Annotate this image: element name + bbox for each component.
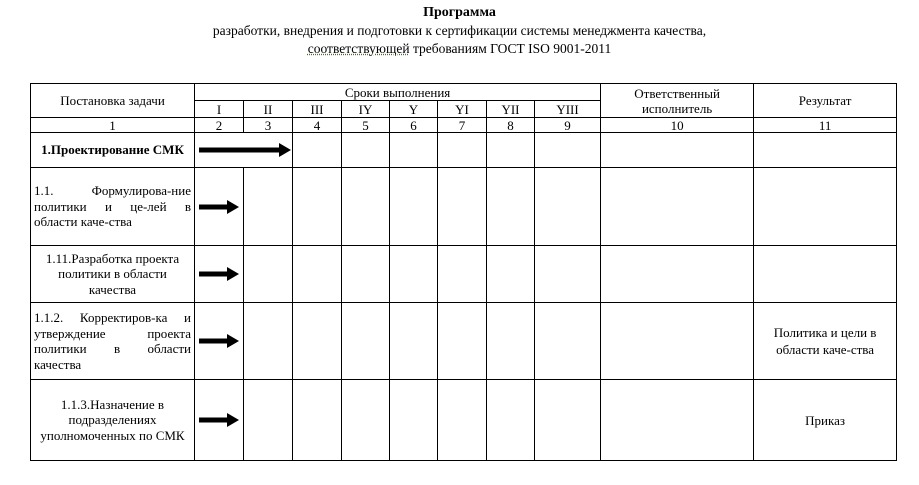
header-period: I [195,101,244,118]
table-row [31,133,897,168]
subtitle-underlined-word: соответствующей [307,41,410,56]
table-row [31,303,897,380]
task-cell: 1.1. Формулирова-ние политики и це-лей в области каче-ства [31,168,195,246]
timeline-cell [195,303,244,380]
column-number: 11 [754,118,897,133]
responsible-cell [601,303,754,380]
document-title: Программа [423,5,496,20]
result-cell [754,168,897,246]
task-cell: 1.1.3.Назначение в подразделениях уполномоченных по СМК [31,380,195,461]
header-period: IY [342,101,390,118]
column-number: 1 [31,118,195,133]
task-cell: 1.Проектирование СМК [31,133,195,168]
column-number: 5 [342,118,390,133]
result-cell [754,133,897,168]
header-period: III [293,101,342,118]
timeline-cell [195,380,244,461]
responsible-cell [601,380,754,461]
responsible-cell [601,246,754,303]
header-period: II [244,101,293,118]
header-responsible: Ответственный исполнитель [601,84,754,118]
right-arrow-icon [199,143,291,157]
table-row [31,168,897,246]
document-subtitle [0,22,919,58]
column-number: 9 [535,118,601,133]
task-cell: 1.1.2. Корректиров-ка и утверждение проекта политики в области качества [31,303,195,380]
header-result: Результат [754,84,897,118]
column-number: 10 [601,118,754,133]
table-row [31,380,897,461]
header-period: YII [487,101,535,118]
subtitle-line-1: разработки, внедрения и подготовки к сертификации системы менеджмента качества, [212,23,707,38]
column-number: 7 [438,118,487,133]
responsible-cell [601,168,754,246]
right-arrow-icon [199,267,239,281]
header-period-group: Сроки выполнения [195,84,601,101]
header-period: YI [438,101,487,118]
subtitle-line-2: требованиям ГОСТ ISO 9001-2011 [409,41,612,56]
right-arrow-icon [199,200,239,214]
header-period: Y [390,101,438,118]
program-table [30,83,897,461]
result-cell [754,246,897,303]
timeline-cell [195,246,244,303]
timeline-cell [195,168,244,246]
column-number: 4 [293,118,342,133]
table-row [31,246,897,303]
result-cell: Политика и цели в области каче-ства [754,303,897,380]
column-number: 6 [390,118,438,133]
column-number: 8 [487,118,535,133]
right-arrow-icon [199,413,239,427]
task-cell: 1.11.Разработка проекта политики в области качества [31,246,195,303]
header-task: Постановка задачи [31,84,195,118]
responsible-cell [601,133,754,168]
result-cell: Приказ [754,380,897,461]
right-arrow-icon [199,334,239,348]
column-number: 3 [244,118,293,133]
timeline-cell [195,133,293,168]
header-period: YIII [535,101,601,118]
column-number: 2 [195,118,244,133]
